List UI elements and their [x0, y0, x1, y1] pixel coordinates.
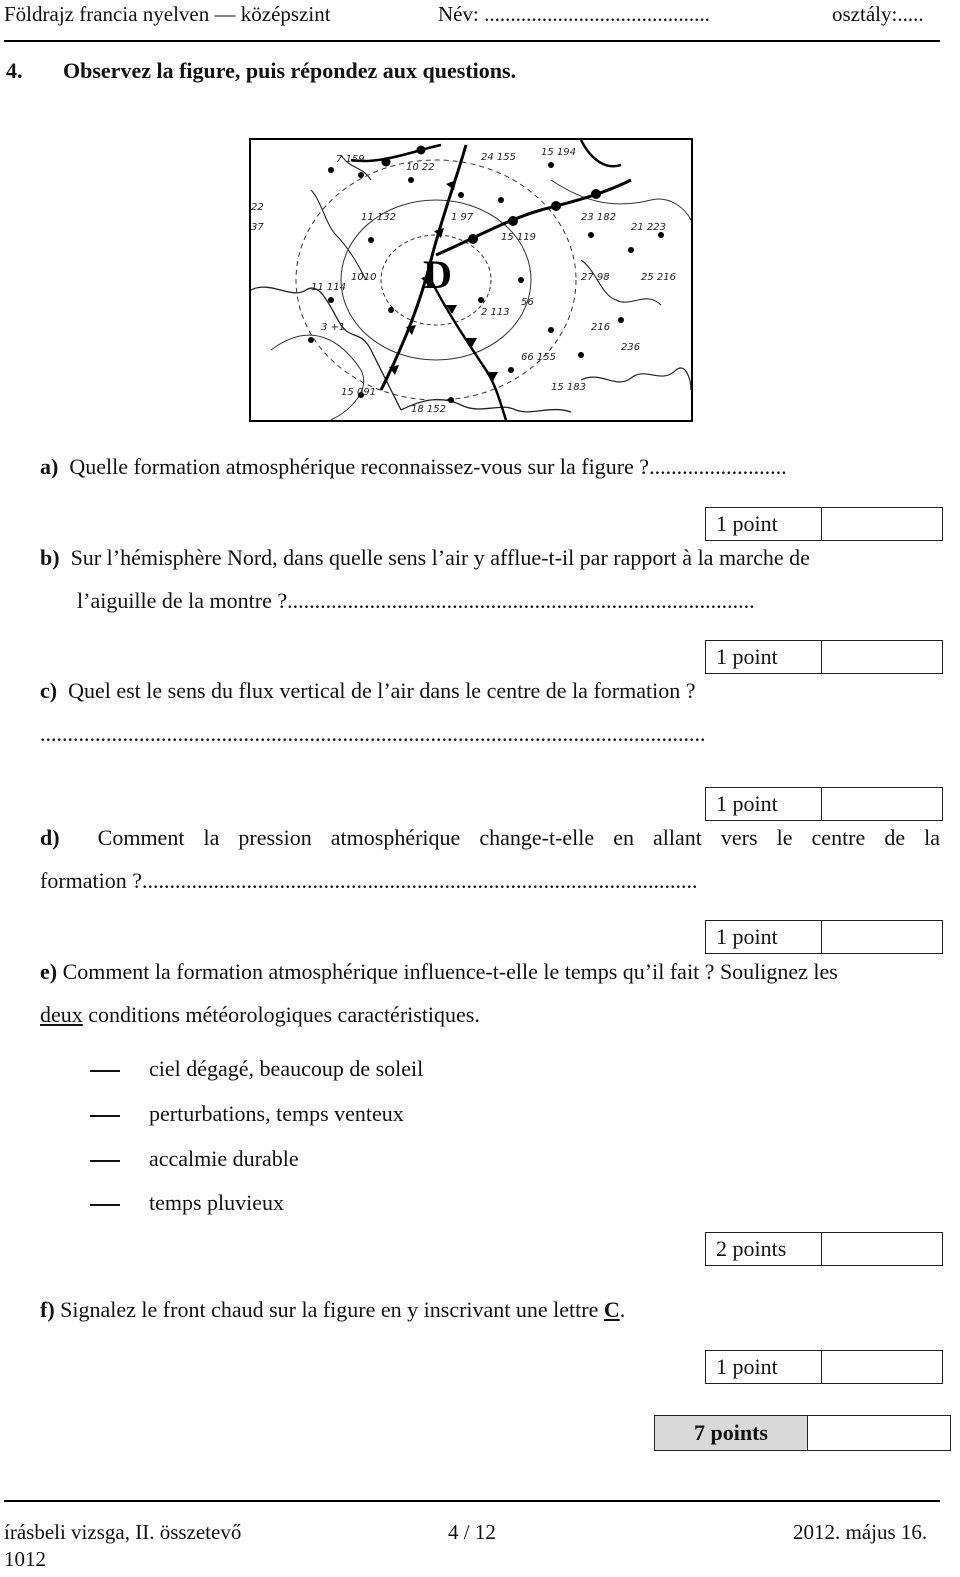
svg-text:216: 216: [591, 322, 611, 333]
option-3-dash: [90, 1160, 120, 1162]
svg-text:21 223: 21 223: [631, 222, 666, 233]
item-b-label: b): [40, 545, 60, 570]
svg-text:10 22: 10 22: [406, 162, 435, 173]
option-1-dash: [90, 1070, 120, 1072]
option-4-text[interactable]: temps pluvieux: [149, 1190, 285, 1215]
item-b: [40, 536, 940, 622]
option-2[interactable]: [90, 1101, 404, 1127]
item-c-line1: Quel est le sens du flux vertical de l’air dans le centre de la formation ?: [68, 678, 696, 703]
item-d-label: d): [40, 825, 60, 850]
item-e-score-box[interactable]: [705, 1232, 943, 1266]
item-f-end: .: [619, 1297, 626, 1322]
item-d: [40, 816, 940, 902]
item-d-line2: formation ?.....................................................................................................: [40, 868, 698, 893]
item-a-text: Quelle formation atmosphérique reconnaissez-vous sur la figure ?.........................: [69, 454, 787, 479]
item-e-line2: conditions météorologiques caractéristiques.: [82, 1002, 480, 1027]
svg-text:2 113: 2 113: [481, 307, 510, 318]
header-divider: [4, 40, 940, 42]
svg-text:11 132: 11 132: [361, 212, 396, 223]
header-subject: Földrajz francia nyelven — középszint: [4, 2, 331, 26]
header-class-field: osztály:.....: [832, 2, 924, 26]
item-a-points: 1 point: [706, 508, 822, 540]
option-4-dash: [90, 1204, 120, 1206]
option-1[interactable]: [90, 1056, 423, 1082]
total-score-box[interactable]: [654, 1415, 951, 1451]
item-c-label: c): [40, 678, 58, 703]
footer-date: 2012. május 16.: [793, 1520, 928, 1544]
svg-text:15 194: 15 194: [541, 147, 576, 158]
item-f-score-box[interactable]: [705, 1350, 943, 1384]
item-e-score-cell[interactable]: [822, 1233, 942, 1265]
total-score-cell[interactable]: [808, 1416, 950, 1450]
item-f: [40, 1288, 940, 1331]
item-c: [40, 669, 940, 755]
footer-page: 4 / 12: [448, 1520, 496, 1544]
svg-text:11 114: 11 114: [311, 282, 346, 293]
svg-text:1010: 1010: [351, 272, 377, 283]
svg-text:56: 56: [521, 297, 534, 308]
svg-text:3 +1: 3 +1: [321, 322, 346, 333]
option-4[interactable]: [90, 1190, 284, 1216]
footer-exam: írásbeli vizsga, II. összetevő: [4, 1520, 242, 1544]
item-b-line2: l’aiguille de la montre ?.....................................................................................: [77, 588, 755, 613]
svg-text:22: 22: [251, 202, 264, 213]
item-d-score-cell[interactable]: [822, 921, 942, 953]
item-e-underlined-word: deux: [40, 1002, 83, 1027]
footer-divider: [4, 1500, 940, 1502]
footer-code: 1012: [4, 1547, 46, 1571]
item-f-text: Signalez le front chaud sur la figure en y inscrivant une lettre: [60, 1297, 604, 1322]
weather-map-drawing: [251, 140, 691, 420]
item-c-points: 1 point: [706, 788, 822, 820]
svg-text:7 159: 7 159: [336, 154, 365, 165]
item-b-line1: Sur l’hémisphère Nord, dans quelle sens l’air y afflue-t-il par rapport à la marche de: [70, 545, 810, 570]
svg-text:24 155: 24 155: [481, 152, 516, 163]
svg-text:23 182: 23 182: [581, 212, 616, 223]
question-title: [6, 58, 516, 84]
svg-text:236: 236: [621, 342, 641, 353]
question-number: 4.: [6, 58, 23, 83]
svg-text:66 155: 66 155: [521, 352, 556, 363]
item-d-score-box[interactable]: [705, 920, 943, 954]
item-e: [40, 950, 940, 1036]
option-3-text[interactable]: accalmie durable: [149, 1146, 299, 1171]
header-name-field: Név: ...........................................: [438, 2, 710, 26]
option-2-text[interactable]: perturbations, temps venteux: [149, 1101, 404, 1126]
svg-text:25 216: 25 216: [641, 272, 676, 283]
item-c-line2: .........................................................................................................................: [40, 721, 706, 746]
map-low-pressure-letter: D: [423, 252, 452, 297]
item-e-label: e): [40, 959, 58, 984]
svg-text:15 119: 15 119: [501, 232, 536, 243]
option-2-dash: [90, 1115, 120, 1117]
weather-map-figure: [249, 138, 693, 422]
item-f-points: 1 point: [706, 1351, 822, 1383]
item-e-line1: Comment la formation atmosphérique influence-t-elle le temps qu’il fait ? Soulignez les: [62, 959, 838, 984]
svg-text:1 97: 1 97: [451, 212, 474, 223]
option-1-text[interactable]: ciel dégagé, beaucoup de soleil: [149, 1056, 424, 1081]
item-f-letter: C: [603, 1297, 620, 1322]
svg-text:15 091: 15 091: [341, 387, 376, 398]
total-points: 7 points: [655, 1416, 808, 1450]
item-f-label: f): [40, 1297, 55, 1322]
svg-text:27 98: 27 98: [581, 272, 610, 283]
item-d-line1: Comment la pression atmosphérique change-t-elle en allant vers le centre de la: [97, 825, 941, 850]
svg-text:18 152: 18 152: [411, 404, 446, 415]
item-a-label: a): [40, 454, 59, 479]
item-f-score-cell[interactable]: [822, 1351, 942, 1383]
item-d-points: 1 point: [706, 921, 822, 953]
svg-text:37: 37: [251, 222, 264, 233]
svg-text:15 183: 15 183: [551, 382, 586, 393]
item-e-points: 2 points: [706, 1233, 822, 1265]
option-3[interactable]: [90, 1146, 299, 1172]
question-instruction: Observez la figure, puis répondez aux questions.: [63, 58, 517, 83]
item-a: [40, 445, 940, 488]
item-b-points: 1 point: [706, 641, 822, 673]
